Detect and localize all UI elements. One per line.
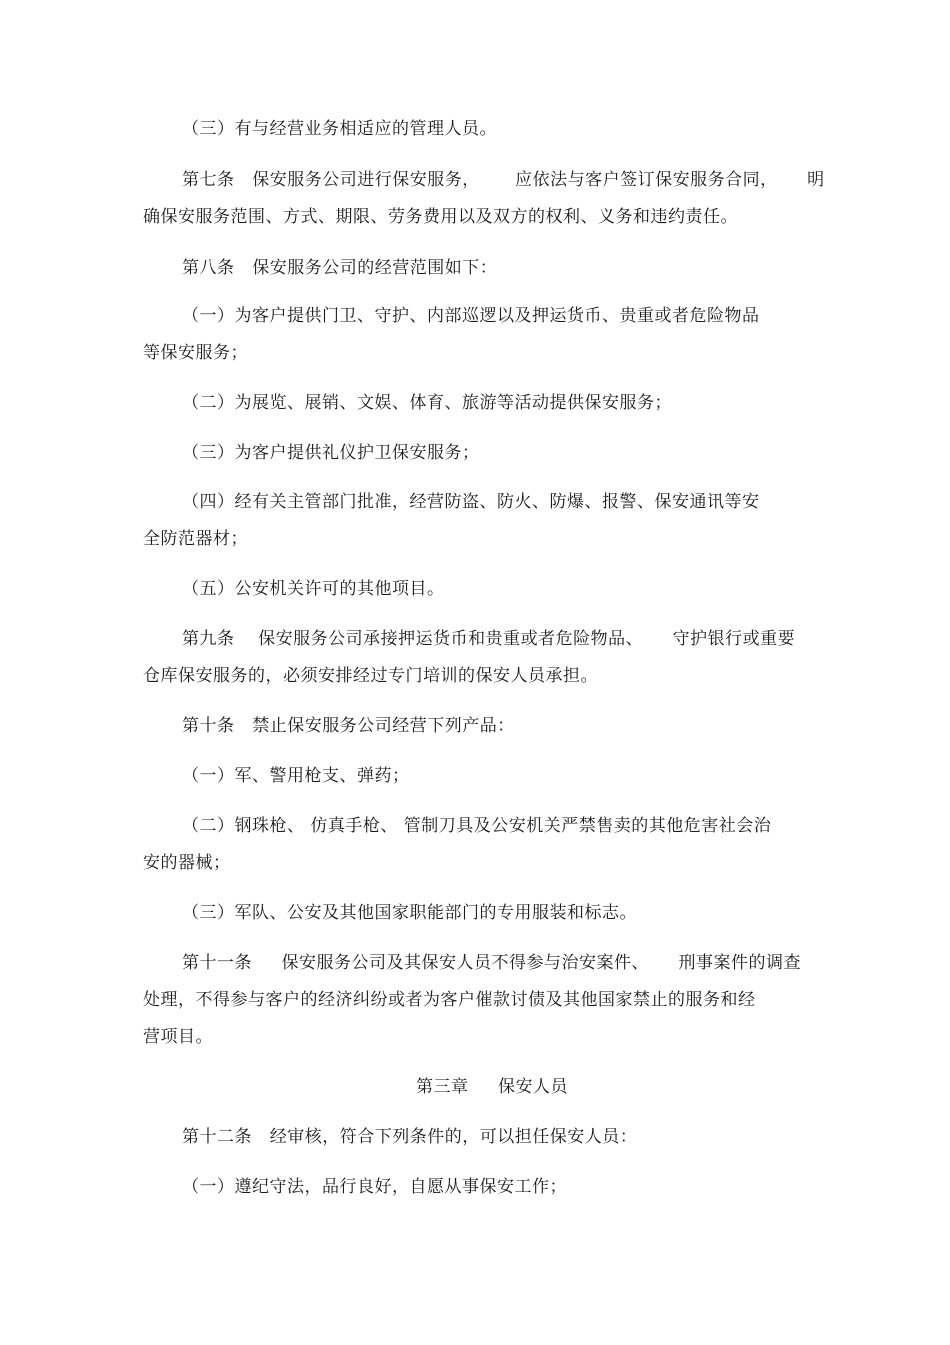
paragraph-line: （三）军队、公安及其他国家职能部门的专用服装和标志。 — [182, 903, 637, 923]
paragraph-line: 营项目。 — [143, 1027, 213, 1047]
paragraph-line: （一）遵纪守法，品行良好，自愿从事保安工作； — [182, 1177, 567, 1197]
paragraph-line: （二）钢珠枪、 仿真手枪、 管制刀具及公安机关严禁售卖的其他危害社会治 — [182, 816, 772, 836]
paragraph-line: （三）为客户提供礼仪护卫保安服务； — [182, 443, 480, 463]
article-10-line: 第十条 禁止保安服务公司经营下列产品： — [182, 716, 515, 736]
paragraph-line: （一）为客户提供门卫、守护、内部巡逻以及押运货币、贵重或者危险物品 — [182, 306, 760, 326]
paragraph-line: 确保安服务范围、方式、期限、劳务费用以及双方的权利、义务和违约责任。 — [143, 207, 738, 227]
paragraph-line: （四）经有关主管部门批准，经营防盗、防火、防爆、报警、保安通讯等安 — [182, 492, 760, 512]
paragraph-line: 等保安服务； — [143, 343, 248, 363]
paragraph-line: 处理，不得参与客户的经济纠纷或者为客户催款讨债及其他国家禁止的服务和经 — [143, 990, 756, 1010]
paragraph-line: （三）有与经营业务相适应的管理人员。 — [182, 119, 497, 139]
article-11-line: 第十一条 保安服务公司及其保安人员不得参与治安案件、 刑事案件的调查 — [182, 953, 802, 973]
article-12-line: 第十二条 经审核，符合下列条件的，可以担任保安人员： — [182, 1127, 638, 1147]
paragraph-line: 安的器械； — [143, 853, 231, 873]
article-8-line: 第八条 保安服务公司的经营范围如下： — [182, 258, 498, 278]
paragraph-line: （二）为展览、展销、文娱、体育、旅游等活动提供保安服务； — [182, 393, 672, 413]
chapter-heading: 第三章 保安人员 — [416, 1077, 569, 1097]
paragraph-line: （五）公安机关许可的其他项目。 — [182, 579, 445, 599]
paragraph-line: 全防范器材； — [143, 529, 248, 549]
article-7-line: 第七条 保安服务公司进行保安服务， 应依法与客户签订保安服务合同， 明 — [182, 170, 825, 190]
paragraph-line: （一）军、警用枪支、弹药； — [182, 766, 410, 786]
article-9-line: 第九条 保安服务公司承接押运货币和贵重或者危险物品、 守护银行或重要 — [182, 629, 796, 649]
paragraph-line: 仓库保安服务的，必须安排经过专门培训的保安人员承担。 — [143, 666, 598, 686]
